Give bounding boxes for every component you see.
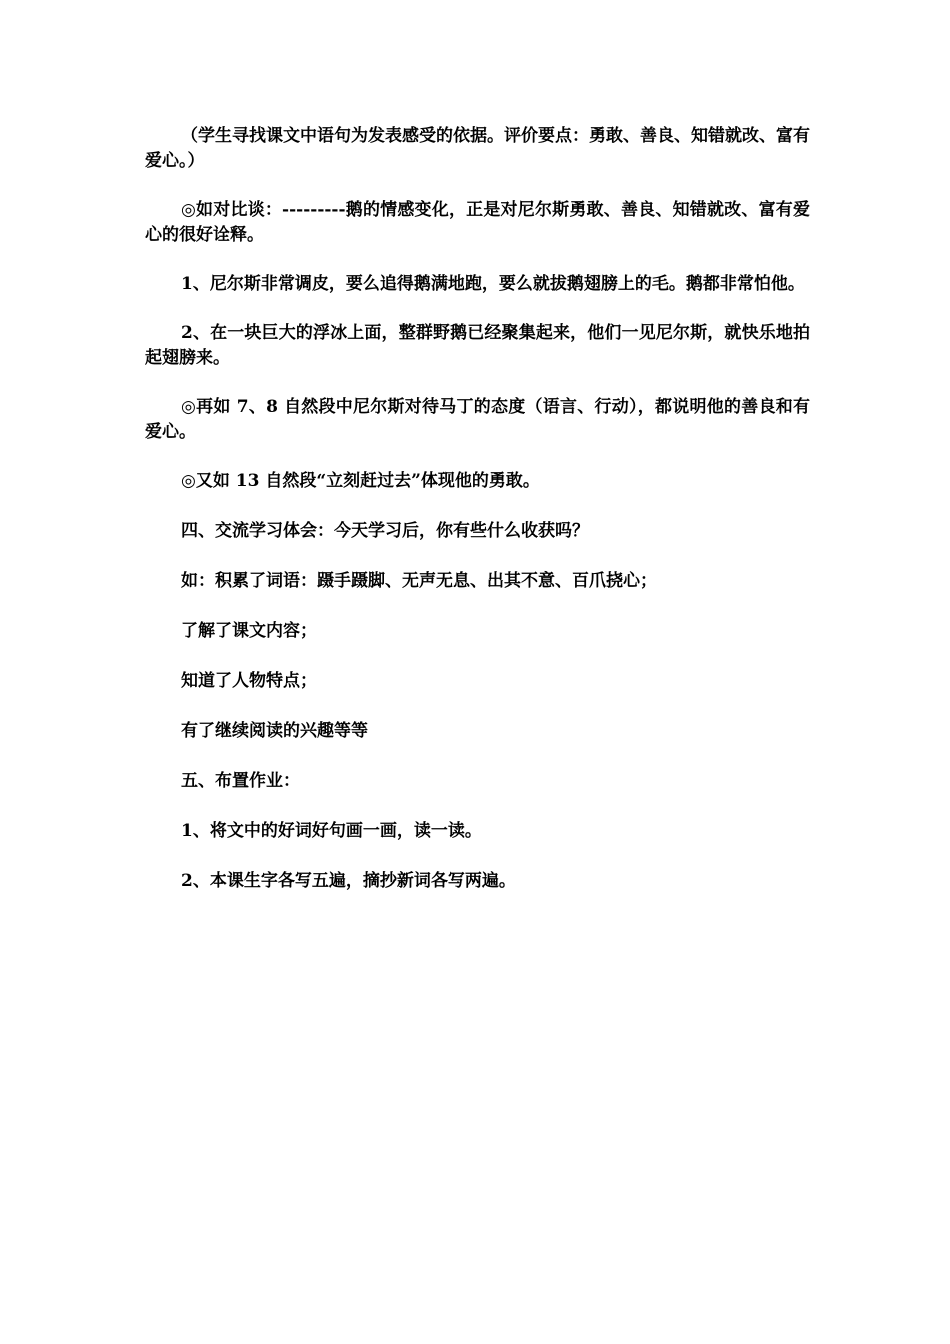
paragraph-point-2: 2、在一块巨大的浮冰上面，整群野鹅已经聚集起来，他们一见尼尔斯，就快乐地拍起翅膀来。 — [145, 323, 810, 368]
paragraph-sections-7-8: ◎再如 7、8 自然段中尼尔斯对待马丁的态度（语言、行动），都说明他的善良和有爱心。 — [145, 397, 810, 442]
paragraph-content-understood: 了解了课文内容； — [181, 621, 317, 641]
paragraph-reading-interest: 有了继续阅读的兴趣等等 — [181, 721, 368, 741]
homework-item-2: 2、本课生字各写五遍，摘抄新词各写两遍。 — [181, 871, 516, 891]
paragraph-vocabulary: 如：积累了词语：蹑手蹑脚、无声无息、出其不意、百爪挠心； — [181, 571, 657, 591]
paragraph-point-1: 1、尼尔斯非常调皮，要么追得鹅满地跑，要么就拔鹅翅膀上的毛。鹅都非常怕他。 — [181, 274, 805, 294]
homework-item-1: 1、将文中的好词好句画一画，读一读。 — [181, 821, 482, 841]
document-body — [145, 124, 810, 919]
paragraph-character-traits: 知道了人物特点； — [181, 671, 317, 691]
heading-exchange-experience: 四、交流学习体会：今天学习后，你有些什么收获吗？ — [181, 521, 589, 541]
paragraph-section-13: ◎又如 13 自然段“立刻赶过去”体现他的勇敢。 — [181, 471, 540, 491]
paragraph-evaluation-note: （学生寻找课文中语句为发表感受的依据。评价要点：勇敢、善良、知错就改、富有爱心。） — [145, 126, 810, 171]
heading-homework: 五、布置作业： — [181, 771, 300, 791]
paragraph-comparison: ◎如对比谈：---------鹅的情感变化，正是对尼尔斯勇敢、善良、知错就改、富有爱心的很好诠释。 — [145, 200, 810, 245]
